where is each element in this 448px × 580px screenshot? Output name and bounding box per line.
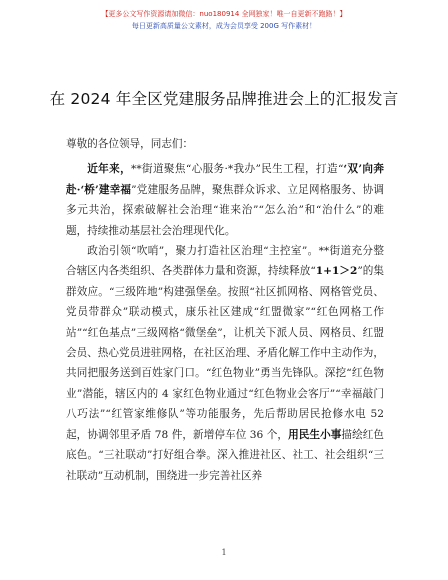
greeting: 尊敬的各位领导，同志们： — [66, 138, 194, 150]
paragraph-2-text-c: 描绘红色底色。“三社联动”打好组合拳。深入推进社区、社工、社会组织“三社联动”互动机制，围绕进一步完善社区养 — [66, 428, 385, 482]
paragraph-2-bold-formula: 1+1＞2 — [315, 265, 358, 278]
page-number: 1 — [221, 548, 227, 557]
document-title: 在 2024 年全区党建服务品牌推进会上的汇报发言 — [49, 90, 399, 108]
promo-banner-line-1: 【更多公文写作资源请加微信：nuo180914 全网独家！唯一自更新不跑路！】 — [101, 10, 347, 18]
promo-banner — [0, 8, 448, 32]
paragraph-2-text-a: 政治引领“吹哨”，聚力打造社区治理“主控室”。**街道充分整合辖区内各类组织、各类群体力量和资源，持续释放“ — [66, 245, 384, 278]
paragraph-1 — [66, 159, 384, 241]
paragraph-1-bold-brand: ‘双’向奔赴·‘桥’建幸福 — [66, 163, 384, 196]
paragraph-1-text-a: **街道聚焦“心服务·*我办”民生工程，打造“ — [131, 163, 344, 176]
paragraph-1-lead: 近年来， — [87, 163, 132, 176]
paragraph-1-text-b: ”党建服务品牌，聚焦群众诉求、立足网格服务、协调多元共治，探索破解社会治理“谁来治”“怎么治”和“治什么”的难题，持续推动基层社会治理现代化。 — [66, 183, 384, 237]
paragraph-2-text-b: ”的集群效应。“三级阵地”构建强堡垒。按照“社区抓网格、网格管党员、党员带群众”联动模式，康乐社区建成“红盟微家”“红色网格工作站”“红色基点”三级网格“微堡垒”，让机关下派人员、网格员、红盟会员、热心党员进驻网格，在社区治理、矛盾化解工作中主动作为，共同把服务送到百姓家门口。“红色物业”勇当先锋队。深挖“红色物业”潜能，辖区内的 4 家红色物业通过“红色物业会客厅”“幸福敲门八巧法”“红管家维修队”等功能服务，先后帮助居民抢修水电 52 起，协调邻里矛盾 78 件，新增停车位 36 个， — [66, 265, 384, 441]
paragraph-2-bold-phrase: 用民生小事 — [288, 428, 342, 441]
document-body — [66, 134, 384, 486]
paragraph-2 — [66, 241, 384, 486]
promo-banner-line-2: 每日更新高质量公文素材，成为会员享受 200G 写作素材！ — [131, 22, 317, 30]
